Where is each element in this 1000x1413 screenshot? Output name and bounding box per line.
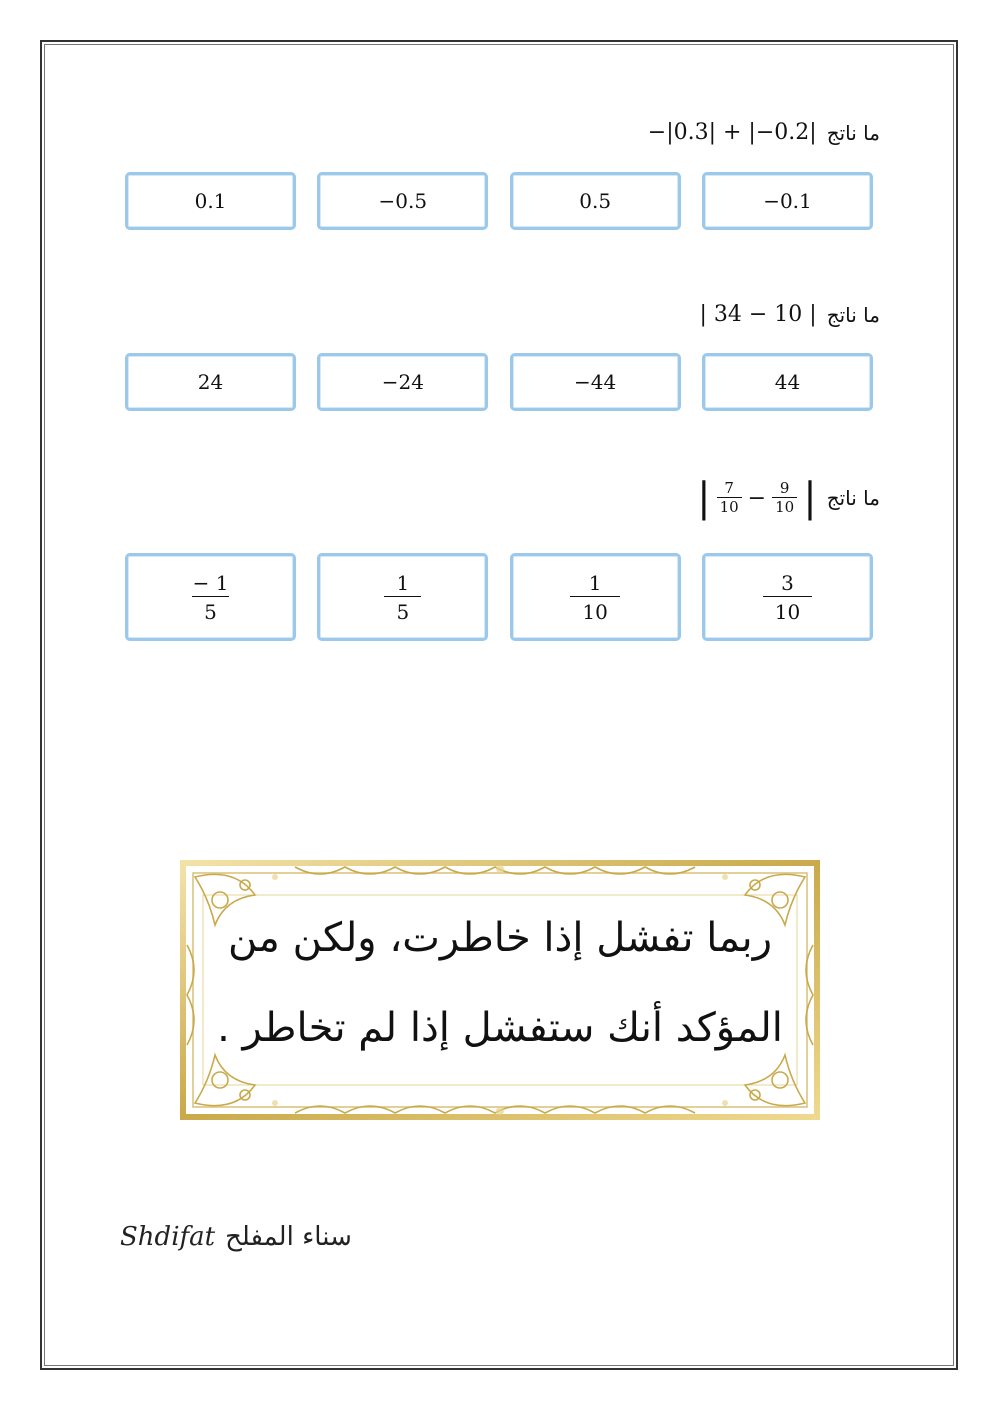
fraction-a <box>772 480 797 517</box>
option-numerator: − 1 <box>192 570 229 595</box>
quote-line-1: ربما تفشل إذا خاطرت، ولكن من <box>227 915 773 961</box>
option-denominator: 10 <box>763 596 812 625</box>
option-denominator: 10 <box>570 596 619 625</box>
question-3-option-4[interactable] <box>125 553 296 641</box>
question-3-option-1[interactable] <box>702 553 873 641</box>
minus-sign: − <box>747 485 767 511</box>
option-denominator: 5 <box>192 596 229 625</box>
page-border <box>40 40 958 1370</box>
option-denominator: 5 <box>384 596 421 625</box>
abs-bar-right: | <box>803 475 817 521</box>
question-2 <box>699 302 880 327</box>
option-fraction <box>190 570 232 625</box>
fraction-a-numerator: 9 <box>779 478 790 497</box>
question-2-option-3[interactable]: −24 <box>317 353 488 411</box>
question-3-option-3[interactable] <box>317 553 488 641</box>
question-1 <box>648 120 880 145</box>
quote-line-2: المؤكد أنك ستفشل إذا لم تخاطر . <box>217 1005 783 1051</box>
option-numerator: 1 <box>588 570 602 595</box>
question-3-options <box>125 553 873 641</box>
question-2-option-1[interactable]: 44 <box>702 353 873 411</box>
fraction-a-denominator: 10 <box>772 497 797 516</box>
option-numerator: 3 <box>781 570 794 595</box>
question-1-label: ما ناتج <box>826 120 880 145</box>
question-1-option-2[interactable]: 0.5 <box>510 172 681 230</box>
signature-arabic: سناء المفلح <box>225 1222 352 1252</box>
question-2-options <box>125 353 873 411</box>
signature <box>120 1222 352 1252</box>
question-3-label: ما ناتج <box>826 486 880 510</box>
question-1-options <box>125 172 873 230</box>
fraction-b <box>717 480 742 517</box>
question-2-label: ما ناتج <box>826 302 880 327</box>
question-1-option-4[interactable]: 0.1 <box>125 172 296 230</box>
question-1-option-3[interactable]: −0.5 <box>317 172 488 230</box>
signature-latin: Shdifat <box>120 1222 216 1252</box>
option-fraction <box>570 570 619 625</box>
question-1-expression: −|0.3| + |−0.2| <box>647 120 817 145</box>
question-2-option-4[interactable]: 24 <box>125 353 296 411</box>
fraction-b-numerator: 7 <box>724 478 734 497</box>
question-2-option-2[interactable]: −44 <box>510 353 681 411</box>
option-fraction <box>384 570 421 625</box>
question-2-expression: | 34 − 10 | <box>699 302 817 327</box>
ornamental-frame-icon <box>175 855 825 1125</box>
question-3-expression <box>697 475 817 521</box>
quote-frame <box>175 855 825 1125</box>
question-3 <box>697 475 880 521</box>
option-numerator: 1 <box>396 570 410 595</box>
question-1-option-1[interactable]: −0.1 <box>702 172 873 230</box>
fraction-b-denominator: 10 <box>717 497 742 516</box>
abs-bar-left: | <box>697 475 711 521</box>
option-fraction <box>763 570 812 625</box>
question-3-option-2[interactable] <box>510 553 681 641</box>
